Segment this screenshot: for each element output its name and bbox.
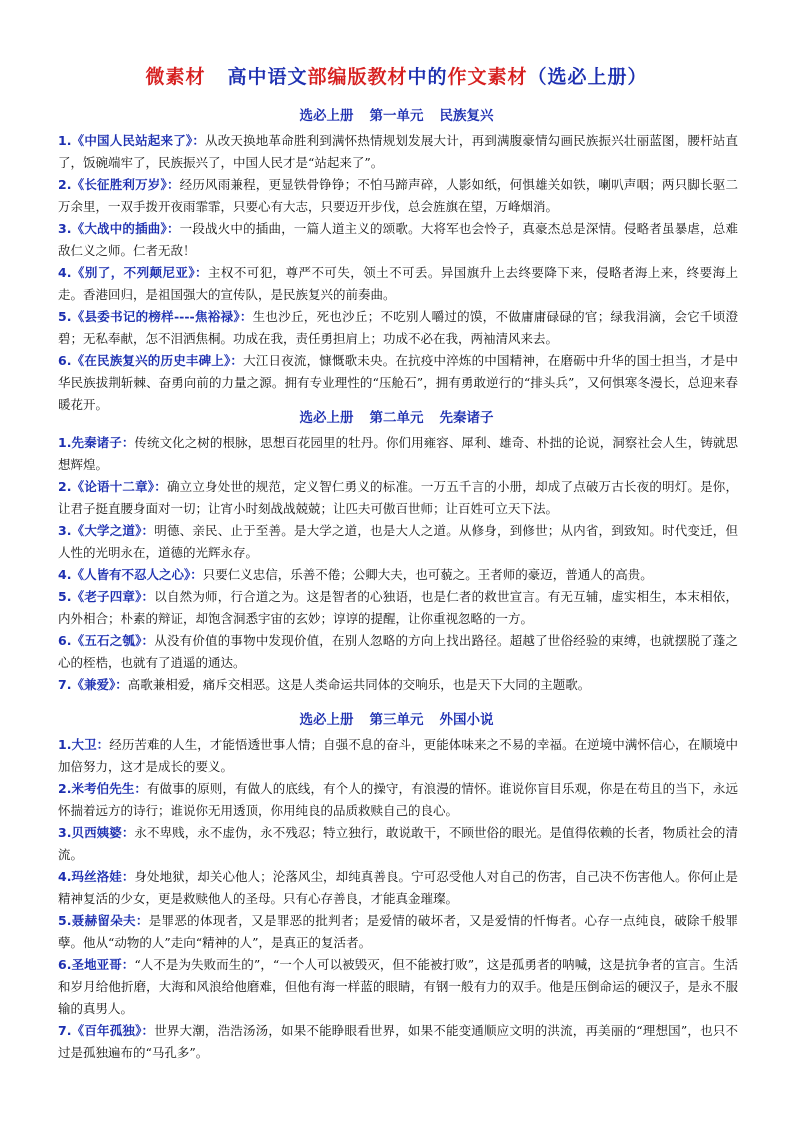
entry	[58, 262, 738, 306]
entry-number: 1.	[58, 737, 72, 752]
section-heading	[0, 708, 793, 728]
entry	[58, 174, 738, 218]
entry-text: 只要仁义忠信，乐善不倦；公卿大夫，也可藐之。王者师的豪迈，普通人的高贵。	[202, 567, 653, 582]
section-volume: 选必上册	[299, 712, 354, 728]
entry-heading: 《县委书记的榜样----焦裕禄》：	[71, 309, 253, 324]
entry	[58, 866, 738, 910]
section-theme: 民族复兴	[439, 108, 494, 124]
title-part-6: （选必上册）	[527, 66, 648, 88]
entry	[58, 910, 738, 954]
entry-text: 确立立身处世的规范，定义智仁勇义的标准。一万五千言的小册，却成了点破万古长夜的明灯。是你，让君子挺直腰身面对一切；让宵小时刻战战兢兢；让匹夫可傲百世师；让百姓可立天下法。	[58, 479, 738, 516]
entry-heading: 《五石之瓠》：	[71, 633, 155, 648]
entry-heading: 《人皆有不忍人之心》：	[71, 567, 203, 582]
entry-text: 明德、亲民、止于至善。是大学之道，也是大人之道。从修身，到修世；从内省，到致知。时代变迁，但人性的光明永在，道德的光辉永存。	[58, 523, 738, 560]
entry-text: 身处地狱，却关心他人；沦落风尘，却纯真善良。宁可忍受他人对自己的伤害，自己决不伤害他人。你何止是精神复活的少女，更是救赎他人的圣母。只有心存善良，才能真金璀璨。	[58, 869, 738, 906]
entry-text: 主权不可犯，尊严不可失，领土不可丢。异国旗升上去终要降下来，侵略者海上来，终要海上走。香港回归，是祖国强大的宣传队，是民族复兴的前奏曲。	[58, 265, 738, 302]
entry-heading: 《兼爱》：	[71, 677, 128, 692]
entry-heading: 玛丝洛娃：	[71, 869, 135, 884]
entry-number: 2.	[58, 781, 72, 796]
entry-number: 5.	[58, 589, 72, 604]
title-part-1: 微素材	[145, 66, 206, 88]
entry	[58, 1020, 738, 1064]
title-part-4: 中的	[407, 66, 448, 88]
section-theme: 外国小说	[439, 712, 494, 728]
entry-heading: 《别了，不列颠尼亚》：	[71, 265, 208, 280]
entry-heading: 聂赫留朵夫：	[71, 913, 149, 928]
entry-heading: 《在民族复兴的历史丰碑上》：	[71, 353, 244, 368]
entry-text: 是罪恶的体现者，又是罪恶的批判者；是爱情的破坏者，又是爱情的忏悔者。心存一点纯良，破除千般罪孽。他从“动物的人”走向“精神的人”，是真正的复活者。	[58, 913, 738, 950]
entry-text: 经历风雨兼程，更显铁骨铮铮；不怕马蹄声碎，人影如纸，何惧雄关如铁，喇叭声咽；两只脚长驱二万余里，一双手拨开夜雨霏霏，只要心有大志，只要迈开步伐，总会旌旗在望，万峰烟消。	[58, 177, 738, 214]
entry-number: 5.	[58, 913, 72, 928]
entry-text: 以自然为师，行合道之为。这是智者的心独语，也是仁者的救世宣言。有无互辅，虚实相生，本末相依，内外相合；朴素的辩证，却饱含洞悉宇宙的玄妙；谆谆的提醒，让你重视忽略的一方。	[58, 589, 738, 626]
entry-number: 3.	[58, 825, 72, 840]
entry-text: 经历苦难的人生，才能悟透世事人情；自强不息的奋斗，更能体味来之不易的幸福。在逆境中满怀信心，在顺境中加倍努力，这才是成长的要义。	[58, 737, 738, 774]
entry-heading: 贝西姨婆：	[71, 825, 135, 840]
entry-heading: 《百年孤独》：	[71, 1023, 155, 1038]
section-heading	[0, 406, 793, 426]
entry	[58, 734, 738, 778]
entry-text: 从没有价值的事物中发现价值，在别人忽略的方向上找出路径。超越了世俗经验的束缚，也就摆脱了蓬之心的桎梏，也就有了逍遥的通达。	[58, 633, 738, 670]
entry-heading: 先秦诸子：	[71, 435, 135, 450]
entry-number: 2.	[58, 479, 72, 494]
entry	[58, 586, 738, 630]
entry-number: 3.	[58, 221, 72, 236]
title-part-5: 作文素材	[447, 66, 528, 88]
entry	[58, 564, 738, 586]
page-title	[0, 62, 793, 89]
entry-heading: 《老子四章》：	[71, 589, 155, 604]
title-part-3: 部编版教材	[307, 66, 408, 88]
entry-text: 传统文化之树的根脉，思想百花园里的牡丹。你们用雍容、犀利、雄奇、朴拙的论说，洞察社会人生，铸就思想辉煌。	[58, 435, 738, 472]
entry	[58, 630, 738, 674]
entry	[58, 130, 738, 174]
entry-text: 世界大潮，浩浩汤汤，如果不能睁眼看世界，如果不能变通顺应文明的洪流，再美丽的“理想国”，也只不过是孤独遍布的“马孔多”。	[58, 1023, 738, 1060]
entry	[58, 218, 738, 262]
entry-number: 6.	[58, 633, 72, 648]
entry-number: 2.	[58, 177, 72, 192]
entry-text: 大江日夜流，慷慨歌未央。在抗疫中淬炼的中国精神，在磨砺中升华的国士担当，才是中华民族拔荆斩棘、奋勇向前的力量之源。拥有专业理性的“压舱石”，拥有勇敢逆行的“排头兵”，又何惧寒冬漫长，总迎来春暖花开。	[58, 353, 738, 412]
entry-heading: 大卫：	[71, 737, 110, 752]
entry-heading: 圣地亚哥：	[71, 957, 135, 972]
section-unit: 第三单元	[369, 712, 424, 728]
entry-number: 1.	[58, 435, 72, 450]
entry-heading: 《长征胜利万岁》：	[71, 177, 180, 192]
entry-heading: 《论语十二章》：	[71, 479, 167, 494]
section-heading	[0, 104, 793, 124]
entry	[58, 306, 738, 350]
title-part-2: 高中语文	[227, 66, 308, 88]
entry-number: 6.	[58, 353, 72, 368]
entry-number: 7.	[58, 1023, 72, 1038]
entry-number: 4.	[58, 567, 72, 582]
entry-text: 生也沙丘，死也沙丘；不吃别人嚼过的馍，不做庸庸碌碌的官；绿我涓滴，会它千顷澄碧；无私奉献，怎不泪洒焦桐。功成在我，责任勇担肩上；功成不必在我，两袖清风来去。	[58, 309, 738, 346]
entry	[58, 432, 738, 476]
entry-heading: 《中国人民站起来了》：	[71, 133, 206, 148]
entry-number: 7.	[58, 677, 72, 692]
entry-text: 从改天换地革命胜利到满怀热情规划发展大计，再到满腹豪情勾画民族振兴壮丽蓝图，腰杆站直了，饭碗端牢了，民族振兴了，中国人民才是“站起来了”。	[58, 133, 738, 170]
entry-text: 有做事的原则，有做人的底线，有个人的操守，有浪漫的情怀。谁说你盲目乐观，你是在苟且的当下，永远怀揣着远方的诗行；谁说你无用透顶，你用纯良的品质救赎自己的良心。	[58, 781, 738, 818]
entry-text: 一段战火中的插曲，一篇人道主义的颂歌。大将军也会怜子，真豪杰总是深情。侵略者虽暴虐，总难敌仁义之师。仁者无敌！	[58, 221, 738, 258]
section-volume: 选必上册	[299, 108, 354, 124]
entry-text: 高歌兼相爱，痛斥交相恶。这是人类命运共同体的交响乐，也是天下大同的主题歌。	[127, 677, 591, 692]
entry-number: 4.	[58, 265, 72, 280]
entry-text: 永不卑贱，永不虚伪，永不残忍；特立独行，敢说敢干，不顾世俗的眼光。是值得依赖的长者，物质社会的清流。	[58, 825, 738, 862]
entry	[58, 822, 738, 866]
entry-text: “人不是为失败而生的”，“一个人可以被毁灭，但不能被打败”，这是孤勇者的呐喊，这是抗争者的宣言。生活和岁月给他折磨，大海和风浪给他磨难，但他有海一样蓝的眼睛，有钢一般有力的双手。他是压倒命运的硬汉子，是永不服输的真男人。	[58, 957, 738, 1016]
entry-heading: 米考伯先生：	[71, 781, 147, 796]
entry-heading: 《大战中的插曲》：	[71, 221, 180, 236]
entry-number: 3.	[58, 523, 72, 538]
entry	[58, 674, 738, 696]
section-unit: 第二单元	[369, 410, 424, 426]
entry	[58, 954, 738, 1020]
section-unit: 第一单元	[369, 108, 424, 124]
section-volume: 选必上册	[299, 410, 354, 426]
entry-number: 6.	[58, 957, 72, 972]
entry	[58, 476, 738, 520]
entry	[58, 520, 738, 564]
entry-number: 4.	[58, 869, 72, 884]
section-theme: 先秦诸子	[439, 410, 494, 426]
entry-heading: 《大学之道》：	[71, 523, 155, 538]
entry-number: 1.	[58, 133, 72, 148]
entry	[58, 778, 738, 822]
entry-number: 5.	[58, 309, 72, 324]
